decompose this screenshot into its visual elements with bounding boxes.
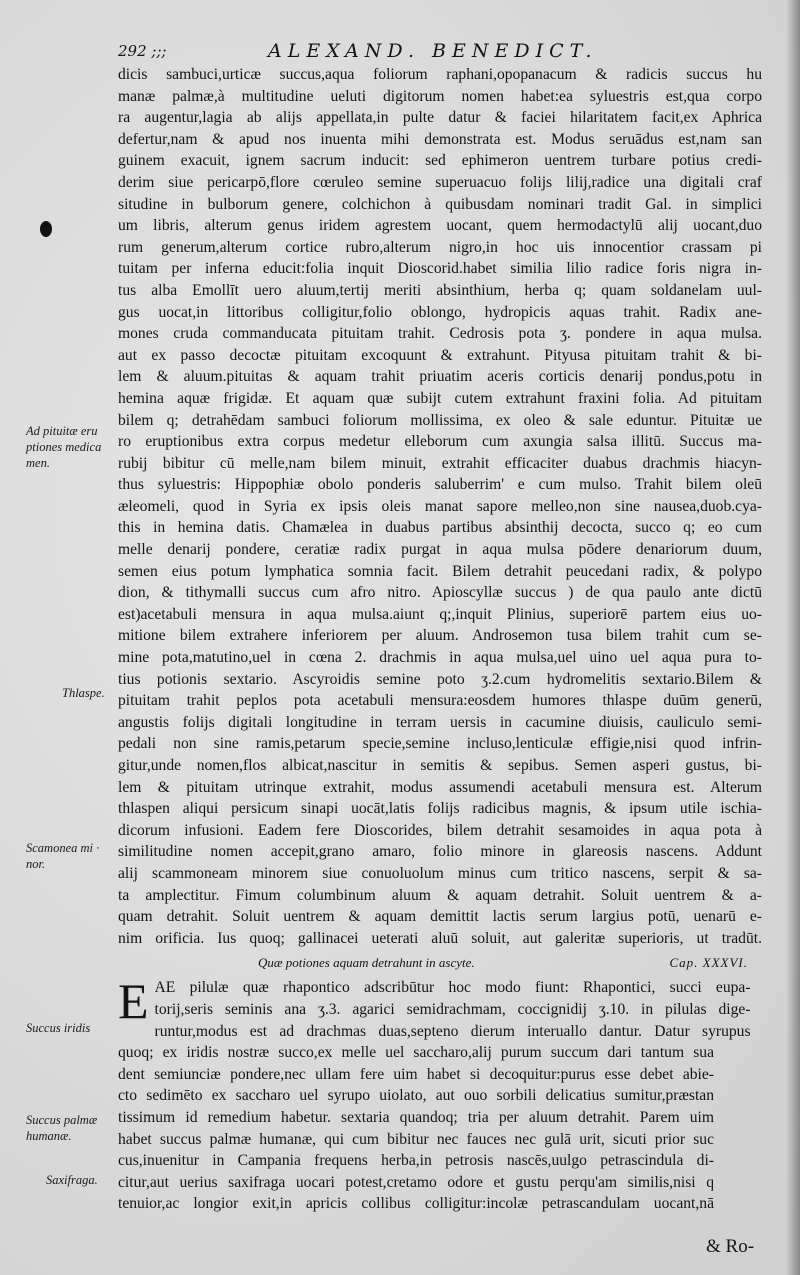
catchword: & Ro- — [706, 1236, 755, 1257]
margin-note-line: nor. — [26, 857, 46, 871]
text-line: melle denarij pondere, ceratiæ radix purgat in aqua mulsa pōdere denariorum duum, — [118, 541, 762, 559]
text-line: ro eruptionibus extra corpus medetur elleborum cum axungia salsa illitū. Succus ma- — [118, 433, 762, 451]
text-line: pedali non sine ramis,petarum specie,semine incluso,lenticulæ effigie,nisi quod infrin- — [118, 735, 762, 753]
text-line: rubij bibitur cū melle,nam bilem minuit, extrahit efficaciter duabus drachmis hiacyn- — [118, 454, 762, 472]
page-header — [118, 40, 758, 64]
margin-note-line: Ad pituitæ eru — [26, 424, 98, 438]
ink-dot-mark — [40, 221, 52, 237]
text-line: situdine in bulborum genere, colchichon à quibusdam nominari tradit Gal. in simplici — [118, 195, 762, 213]
margin-note-palmae — [26, 1112, 97, 1144]
text-line: torij,seris seminis ana ʒ.3. agarici semidrachmam, coccignidij ʒ.10. in pilulas dige- — [154, 1000, 751, 1018]
text-line: dicis sambuci,urticæ succus,aqua foliorum raphani,opopanacum & radicis succus hu — [118, 66, 762, 83]
text-line: est)acetabuli mensura in aqua mulsa.aiunt q;,inquit Plinius, superiorē partem eius uo- — [118, 605, 762, 623]
text-line: tissimum id remedium habetur. sextaria quandoq; tria per aluum detrahit. Parem uim — [118, 1108, 714, 1126]
text-line: tius potionis sextario. Ascyroidis semine poto ʒ.2.cum hydromelitis sextario.Bilem & — [118, 670, 762, 688]
drop-cap: E — [118, 973, 149, 1030]
text-line: hemina aquæ frigidæ. Et aquam quæ subijt cutem extrahunt fraxini folia. Ad pituitam — [118, 389, 762, 407]
text-line: AE pilulæ quæ rhapontico adscribūtur hoc modo fiunt: Rhapontici, succi eupa- — [154, 979, 751, 997]
text-line: runtur,modus est ad drachmas duas,septeno dierum interuallo dantur. Datur syrupus — [154, 1022, 751, 1040]
text-line: tus alba Emollīt uero aluum,tertij meriti absinthium, herba q; quam soldanelam uul- — [118, 281, 762, 299]
text-line: semen eius potum lymphatica somnia facit. Bilem detrahit peucedani radix, & polypo — [118, 562, 762, 580]
text-line: tenuior,ac longior exit,in apricis collibus colligitur:incolæ petrascandulam uocant,nā — [118, 1195, 714, 1213]
margin-note-line: Saxifraga. — [46, 1173, 98, 1187]
text-line: cto sedimēto ex saccharo uel syrupo uiolato, aut ouo sorbili delicatius sumitur,præstan — [118, 1087, 714, 1105]
text-line: dicorum infusioni. Eadem fere Dioscorides, bilem detrahit sesamoides in aqua pota à — [118, 821, 762, 839]
text-line: mitione bilem extrahere inferiorem per aluum. Androsemon tusa bilem trahit cum se- — [118, 627, 762, 645]
text-line: mones cruda commanducata pituitam trahit. Cedrosis pota ʒ. pondere in aqua mulsa. — [118, 325, 762, 343]
margin-note-saxifraga — [46, 1172, 98, 1188]
text-line: lem & aluum.pituitas & aquam trahit priuatim aceris corticis denarij pondus,potu in — [118, 368, 762, 386]
margin-note-line: Succus iridis — [26, 1021, 91, 1035]
text-line: mine pota,matutino,uel in cœna 2. drachmis in aqua mulsa,uel uino uel aqua pura to- — [118, 649, 762, 667]
text-line: aut ex passo decoctæ pituitam excoquunt & extrahunt. Pityusa pituitam trahit & bi- — [118, 346, 762, 364]
text-line: tuitam per inferna educit:folia inquit Dioscorid.habet similia lilio radice foris nigra in- — [118, 260, 762, 278]
text-line: dent semiunciæ pondere,nec ullam fere uim habet si decoquitur:purus esse debet abie- — [118, 1065, 714, 1083]
margin-note-line: Thlaspe. — [62, 686, 105, 700]
text-line: quoq; ex iridis nostræ succo,ex melle uel saccharo,alij purum succum dari tantum sua — [118, 1044, 714, 1062]
text-line: gus uocat,in littoribus colligitur,folio oblongo, hydropicis aquas trahit. Radix ane- — [118, 303, 762, 321]
margin-note-line: humanæ. — [26, 1129, 72, 1143]
text-line: citur,aut uerius saxifraga uocari potest,cretamo odore et gustu perqu'am similis,nisi q — [118, 1173, 714, 1191]
text-line: guinem exacuit, ignem sacrum inducit: sed ephimeron uentrem turbare potius credi- — [118, 152, 762, 170]
page-edge-shadow — [786, 0, 800, 1275]
margin-note-line: men. — [26, 456, 50, 470]
text-line: bilem q; detrahēdam sambuci foliorum mollissima, ex oleo & sale eduntur. Pituitæ ue — [118, 411, 762, 429]
text-line: pituitam trahit peplos pota acetabuli mensura:eosdem humores thlaspe duūm generū, — [118, 692, 762, 710]
text-line: habet succus palmæ humanæ, qui cum bibitur nec fauces nec gulā urit, sicuti prior suc — [118, 1130, 714, 1148]
text-line: manæ palmæ,à multitudine ueluti digitorum nomen habet:ea syluestris est,qua corpo — [118, 87, 762, 105]
text-line: derim siue pericarpō,flore cœruleo semine superuacuo folijs lilij,radice una digitali craf — [118, 173, 762, 191]
text-line: nim orificia. Ius quoq; gallinacei ueterati aluū soluit, aut galeritæ superioris, ut tradūt. — [118, 929, 762, 947]
text-line: quam detrahit. Soluit uentrem & aquam demittit lactis serum largius potū, uenarū e- — [118, 908, 762, 926]
text-line: angustis folijs digitali longitudine in terram uersis in cacumine diuisis, cauliculo semi- — [118, 713, 762, 731]
chapter-heading — [118, 949, 762, 977]
margin-note-pituita — [26, 423, 101, 471]
text-block-top — [118, 64, 762, 949]
text-block-bottom — [118, 973, 762, 1215]
main-text — [118, 64, 762, 1215]
margin-note-scamonea — [26, 840, 99, 872]
text-line: lem & pituitam utrinque extrahit, modus assumendi acetabuli mensura est. Alterum — [118, 778, 762, 796]
margin-note-line: Scamonea mi ∙ — [26, 841, 100, 855]
text-line: um libris, alterum genus iridem agrestem uocant, quem hermodactylū alij uocant,duo — [118, 217, 762, 235]
text-line: defertur,nam & apud nos inuenta mihi demonstrata est. Modus seruādus est,nam san — [118, 130, 762, 148]
text-line: similitudine nomen accepit,grano amaro, folio minore in glareosis nascens. Addunt — [118, 843, 762, 861]
chapter-number: Cap. XXXVI. — [669, 955, 748, 971]
text-line: alij scammoneam minorem siue conuoluolum minus cum tritico nascens, serpit & sa- — [118, 864, 762, 882]
running-title: ALEXAND. BENEDICT. — [268, 40, 598, 62]
margin-note-line: ptiones medica — [26, 440, 102, 454]
text-line: this in hemina datis. Chamælea in duabus partibus absinthij decocta, succo q; eo cum — [118, 519, 762, 537]
text-line: gitur,unde nomen,flos albicat,nascitur in semitis & sepibus. Semen asperi gustus, bi- — [118, 757, 762, 774]
text-line: dion, & tithymalli succus cum afro nitro. Apioscyllæ succus ) de qua paulo ante dictū — [118, 584, 762, 602]
margin-note-thlaspe — [62, 685, 105, 701]
page-number: 292 ;;; — [118, 42, 167, 60]
margin-note-line: Succus palmæ — [26, 1113, 98, 1127]
text-line: cus,inuenitur in Campania frequens herba,in petrosis nascēs,uulgo petrascindula di- — [118, 1152, 714, 1170]
text-line: æleomeli, quod in Syria ex ipsis oleis manat sapore melleo,non sine nausea,duob.cya- — [118, 497, 762, 515]
text-line: thus syluestris: Hippophiæ obolo ponderis saluberrim' e cum mulso. Trahit bilem oleū — [118, 476, 762, 494]
text-line: rum generum,alterum cortice rubro,alterum nigro,in hoc uis innocentior crassam pi — [118, 238, 762, 256]
text-line: ta amplectitur. Fimum columbinum aluum & aquam detrahit. Soluit uentrem & a- — [118, 886, 762, 904]
text-line: thlaspen aliqui persicum sinapi uocāt,latis folijs radicibus magnis, & ipsum utile ischia- — [118, 800, 762, 818]
chapter-title: Quæ potiones aquam detrahunt in ascyte. — [258, 955, 475, 971]
text-line: ra augentur,lagia ab alijs appellata,in pulte datur & faciei hilaritatem facit,ex Aphrica — [118, 109, 762, 127]
margin-note-iridis — [26, 1020, 90, 1036]
